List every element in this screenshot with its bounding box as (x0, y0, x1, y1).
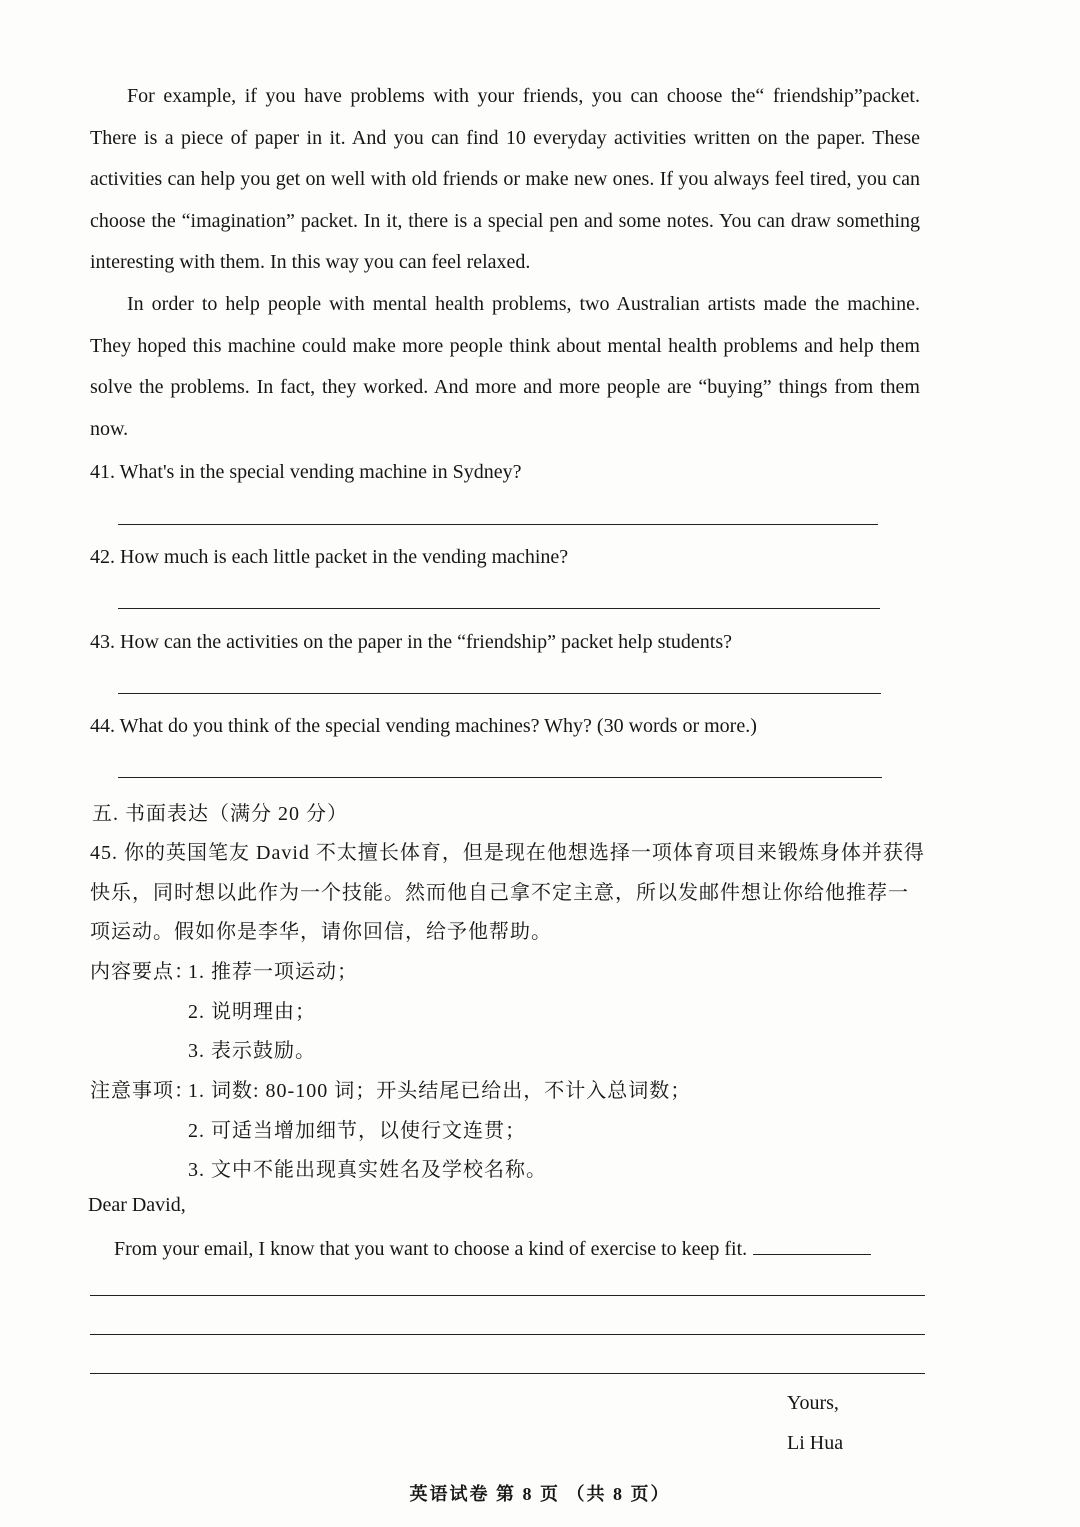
question-42: 42. How much is each little packet in the vending machine? (90, 546, 569, 568)
writing-line-1[interactable] (90, 1295, 925, 1296)
note-2: 2. 可适当增加细节，以使行文连贯； (188, 1120, 526, 1142)
notes-label: 注意事项： (90, 1080, 195, 1102)
letter-salutation: Dear David, (88, 1194, 186, 1216)
q45-line-2: 快乐，同时想以此作为一个技能。然而他自己拿不定主意，所以发邮件想让你给他推荐一 (90, 882, 909, 904)
section-5-heading: 五. 书面表达（满分 20 分） (92, 803, 348, 825)
passage-paragraph-1: For example, if you have problems with your friends, you can choose the“ friendship”packet. There is a piece of paper in it. And you can find 10 everyday activities written on the paper. These activities can help you get on well with old friends or make new ones. If you always feel tired, you can choose the “imagination” packet. In it, there is a special pen and some notes. You can draw something interesting with them. In this way you can feel relaxed. (90, 85, 920, 274)
content-points-label: 内容要点： (90, 961, 195, 983)
letter-opening (114, 1234, 871, 1261)
answer-line-42[interactable] (118, 608, 880, 609)
question-43: 43. How can the activities on the paper in the “friendship” packet help students? (90, 631, 733, 653)
writing-line-3[interactable] (90, 1373, 925, 1374)
opening-fill-blank[interactable] (753, 1234, 871, 1255)
passage-paragraph-2: In order to help people with mental health problems, two Australian artists made the machine. They hoped this machine could make more people think about mental health problems and help them solve the problems. In fact, they worked. And more and more people are “buying” things from them now. (90, 293, 920, 440)
letter-opening-text: From your email, I know that you want to choose a kind of exercise to keep fit. (114, 1238, 748, 1260)
content-point-1: 1. 推荐一项运动； (188, 961, 358, 983)
question-44: 44. What do you think of the special vending machines? Why? (30 words or more.) (90, 715, 757, 737)
letter-signature: Li Hua (787, 1432, 844, 1454)
letter-closing: Yours, (787, 1392, 839, 1414)
note-3: 3. 文中不能出现真实姓名及学校名称。 (188, 1159, 547, 1181)
answer-line-41[interactable] (118, 524, 878, 525)
page-footer: 英语试卷 第 8 页 （共 8 页） (409, 1484, 671, 1504)
content-point-2: 2. 说明理由； (188, 1001, 316, 1023)
q45-line-1: 45. 你的英国笔友 David 不太擅长体育，但是现在他想选择一项体育项目来锻炼身体并获得 (90, 842, 925, 864)
answer-line-43[interactable] (118, 693, 881, 694)
note-1: 1. 词数: 80-100 词；开头结尾已给出，不计入总词数； (188, 1080, 692, 1102)
q45-line-3: 项运动。假如你是李华，请你回信，给予他帮助。 (90, 921, 552, 943)
question-41: 41. What's in the special vending machine in Sydney? (90, 461, 522, 483)
writing-line-2[interactable] (90, 1334, 925, 1335)
answer-line-44[interactable] (118, 777, 882, 778)
content-point-3: 3. 表示鼓励。 (188, 1040, 316, 1062)
